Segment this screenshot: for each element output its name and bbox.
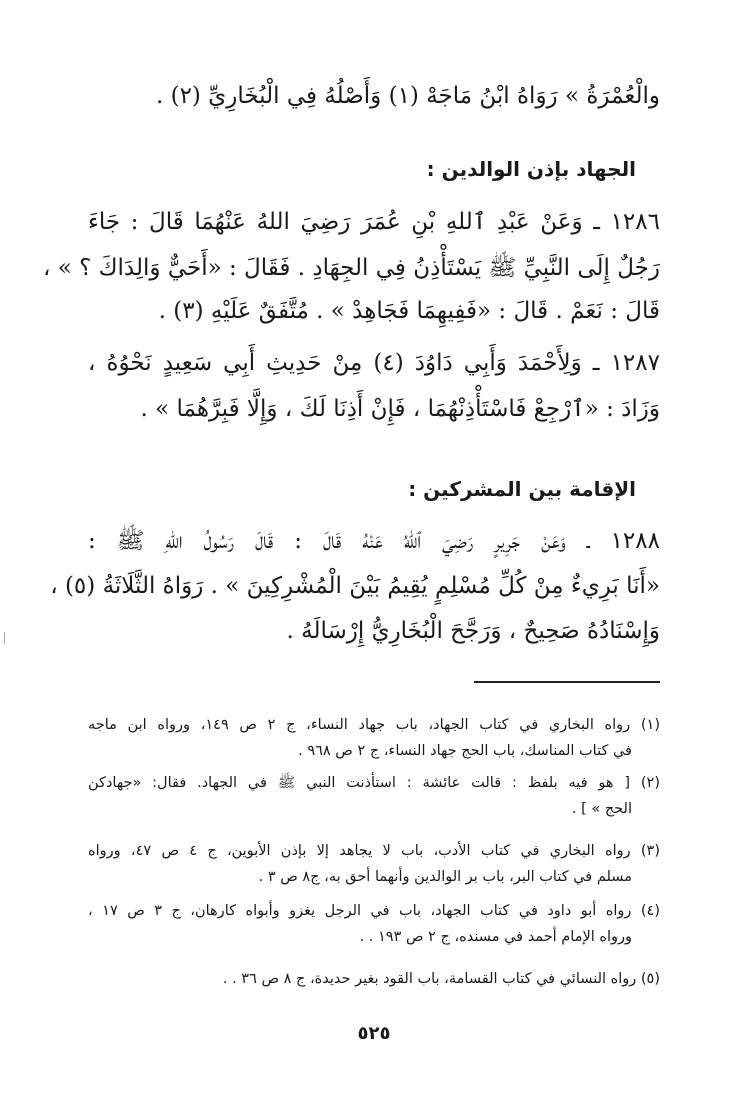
hadith-1286-line-2: رَجُلٌ إِلَى النَّبِيِّ ﷺ يَسْتَأْذِنُ فِي الجِهَادِ . فَقَالَ : «أَحَيٌّ وَالِدَاكَ ؟ » ، bbox=[42, 255, 660, 281]
footnote-3 bbox=[88, 838, 660, 890]
hadith-1286-line-3: قَالَ : نَعَمْ . قَالَ : «فَفِيهِمَا فَجَاهِدْ » . مُتَّفَقٌ عَلَيْهِ (٣) . bbox=[158, 298, 660, 324]
footnote-1-line-2: في كتاب المناسك، باب الحج جهاد النساء، ج ٢ ص ٩٦٨ . bbox=[298, 743, 632, 759]
hadith-1286-line-1: ١٢٨٦ ـ وَعَنْ عَبْدِ ٱللهِ بْنِ عُمَرَ رَضِيَ اللهُ عَنْهُمَا قَالَ : جَاءَ bbox=[88, 209, 660, 235]
hadith-1288-line-1: ١٢٨٨ ـ وَعَنْ جَرِيرٍ رَضِيَ ٱللهُ عَنْهُ قَالَ : قَالَ رَسُولُ اللهِ ﷺ : bbox=[88, 528, 660, 554]
section-heading-residing-among-polytheists: الإقامة بين المشركين : bbox=[408, 477, 636, 501]
footnote-4 bbox=[88, 898, 660, 950]
footnote-1 bbox=[88, 712, 660, 764]
text-line-continuation: والْعُمْرَةُ » رَوَاهُ ابْنُ مَاجَهْ (١) وَأَصْلُهُ فِي الْبُخَارِيِّ (٢) . bbox=[155, 83, 660, 109]
footnote-1-line-1: (١) رواه البخاري في كتاب الجهاد، باب جهاد النساء، ج ٢ ص ١٤٩، ورواه ابن ماجه bbox=[88, 717, 660, 733]
footnote-3-line-1: (٣) رواه البخاري في كتاب الأدب، باب لا يجاهد إلا بإذن الأبوين، ج ٤ ص ٤٧، ورواه bbox=[88, 843, 660, 859]
footnote-3-line-2: مسلم في كتاب البر، باب بر الوالدين وأنهما أحق به، ج٨ ص ٣ . bbox=[258, 869, 632, 885]
hadith-1287-line-1: ١٢٨٧ ـ وَلِأَحْمَدَ وَأَبِي دَاوُدَ (٤) مِنْ حَدِيثِ أَبِي سَعِيدٍ نَحْوُهُ ، bbox=[88, 350, 660, 376]
footnote-5 bbox=[88, 966, 660, 992]
page-number: ٥٢٥ bbox=[357, 1023, 391, 1044]
section-heading-jihad-parents-permission: الجهاد بإذن الوالدين : bbox=[426, 157, 636, 181]
scan-margin-mark bbox=[4, 632, 5, 644]
footnote-2 bbox=[88, 770, 660, 822]
hadith-1288-line-3: وَإِسْنَادُهُ صَحِيحٌ ، وَرَجَّحَ الْبُخَارِيُّ إِرْسَالَهُ . bbox=[286, 618, 660, 644]
footnote-2-line-1: (٢) [ هو فيه بلفظ : قالت عائشة : استأذنت النبي ﷺ في الجهاد. فقال: «جهادكن bbox=[88, 775, 660, 791]
footnote-separator bbox=[474, 681, 660, 683]
footnote-2-line-2: الحج » ] . bbox=[571, 801, 632, 817]
hadith-1287-line-2: وَزَادَ : «ٱرْجِعْ فَاسْتَأْذِنْهُمَا ، فَإِنْ أَذِنَا لَكَ ، وَإِلَّا فَبِرَّهُمَا » . bbox=[140, 396, 660, 422]
footnote-5-line-1: (٥) رواه النسائي في كتاب القسامة، باب القود بغير حديدة، ج ٨ ص ٣٦ . . bbox=[222, 971, 660, 987]
footnote-4-line-1: (٤) رواه أبو داود في كتاب الجهاد، باب في الرجل يغزو وأبواه كارهان، ج ٣ ص ١٧ ، bbox=[88, 903, 661, 919]
hadith-1288-line-2: «أَنَا بَرِيءٌ مِنْ كُلِّ مُسْلِمٍ يُقِيمُ بَيْنَ الْمُشْرِكِينَ » . رَوَاهُ الثَّلَاثَةُ (٥) ، bbox=[50, 573, 660, 599]
footnote-4-line-2: ورواه الإمام أحمد في مسنده، ج ٢ ص ١٩٣ . . bbox=[359, 929, 632, 945]
